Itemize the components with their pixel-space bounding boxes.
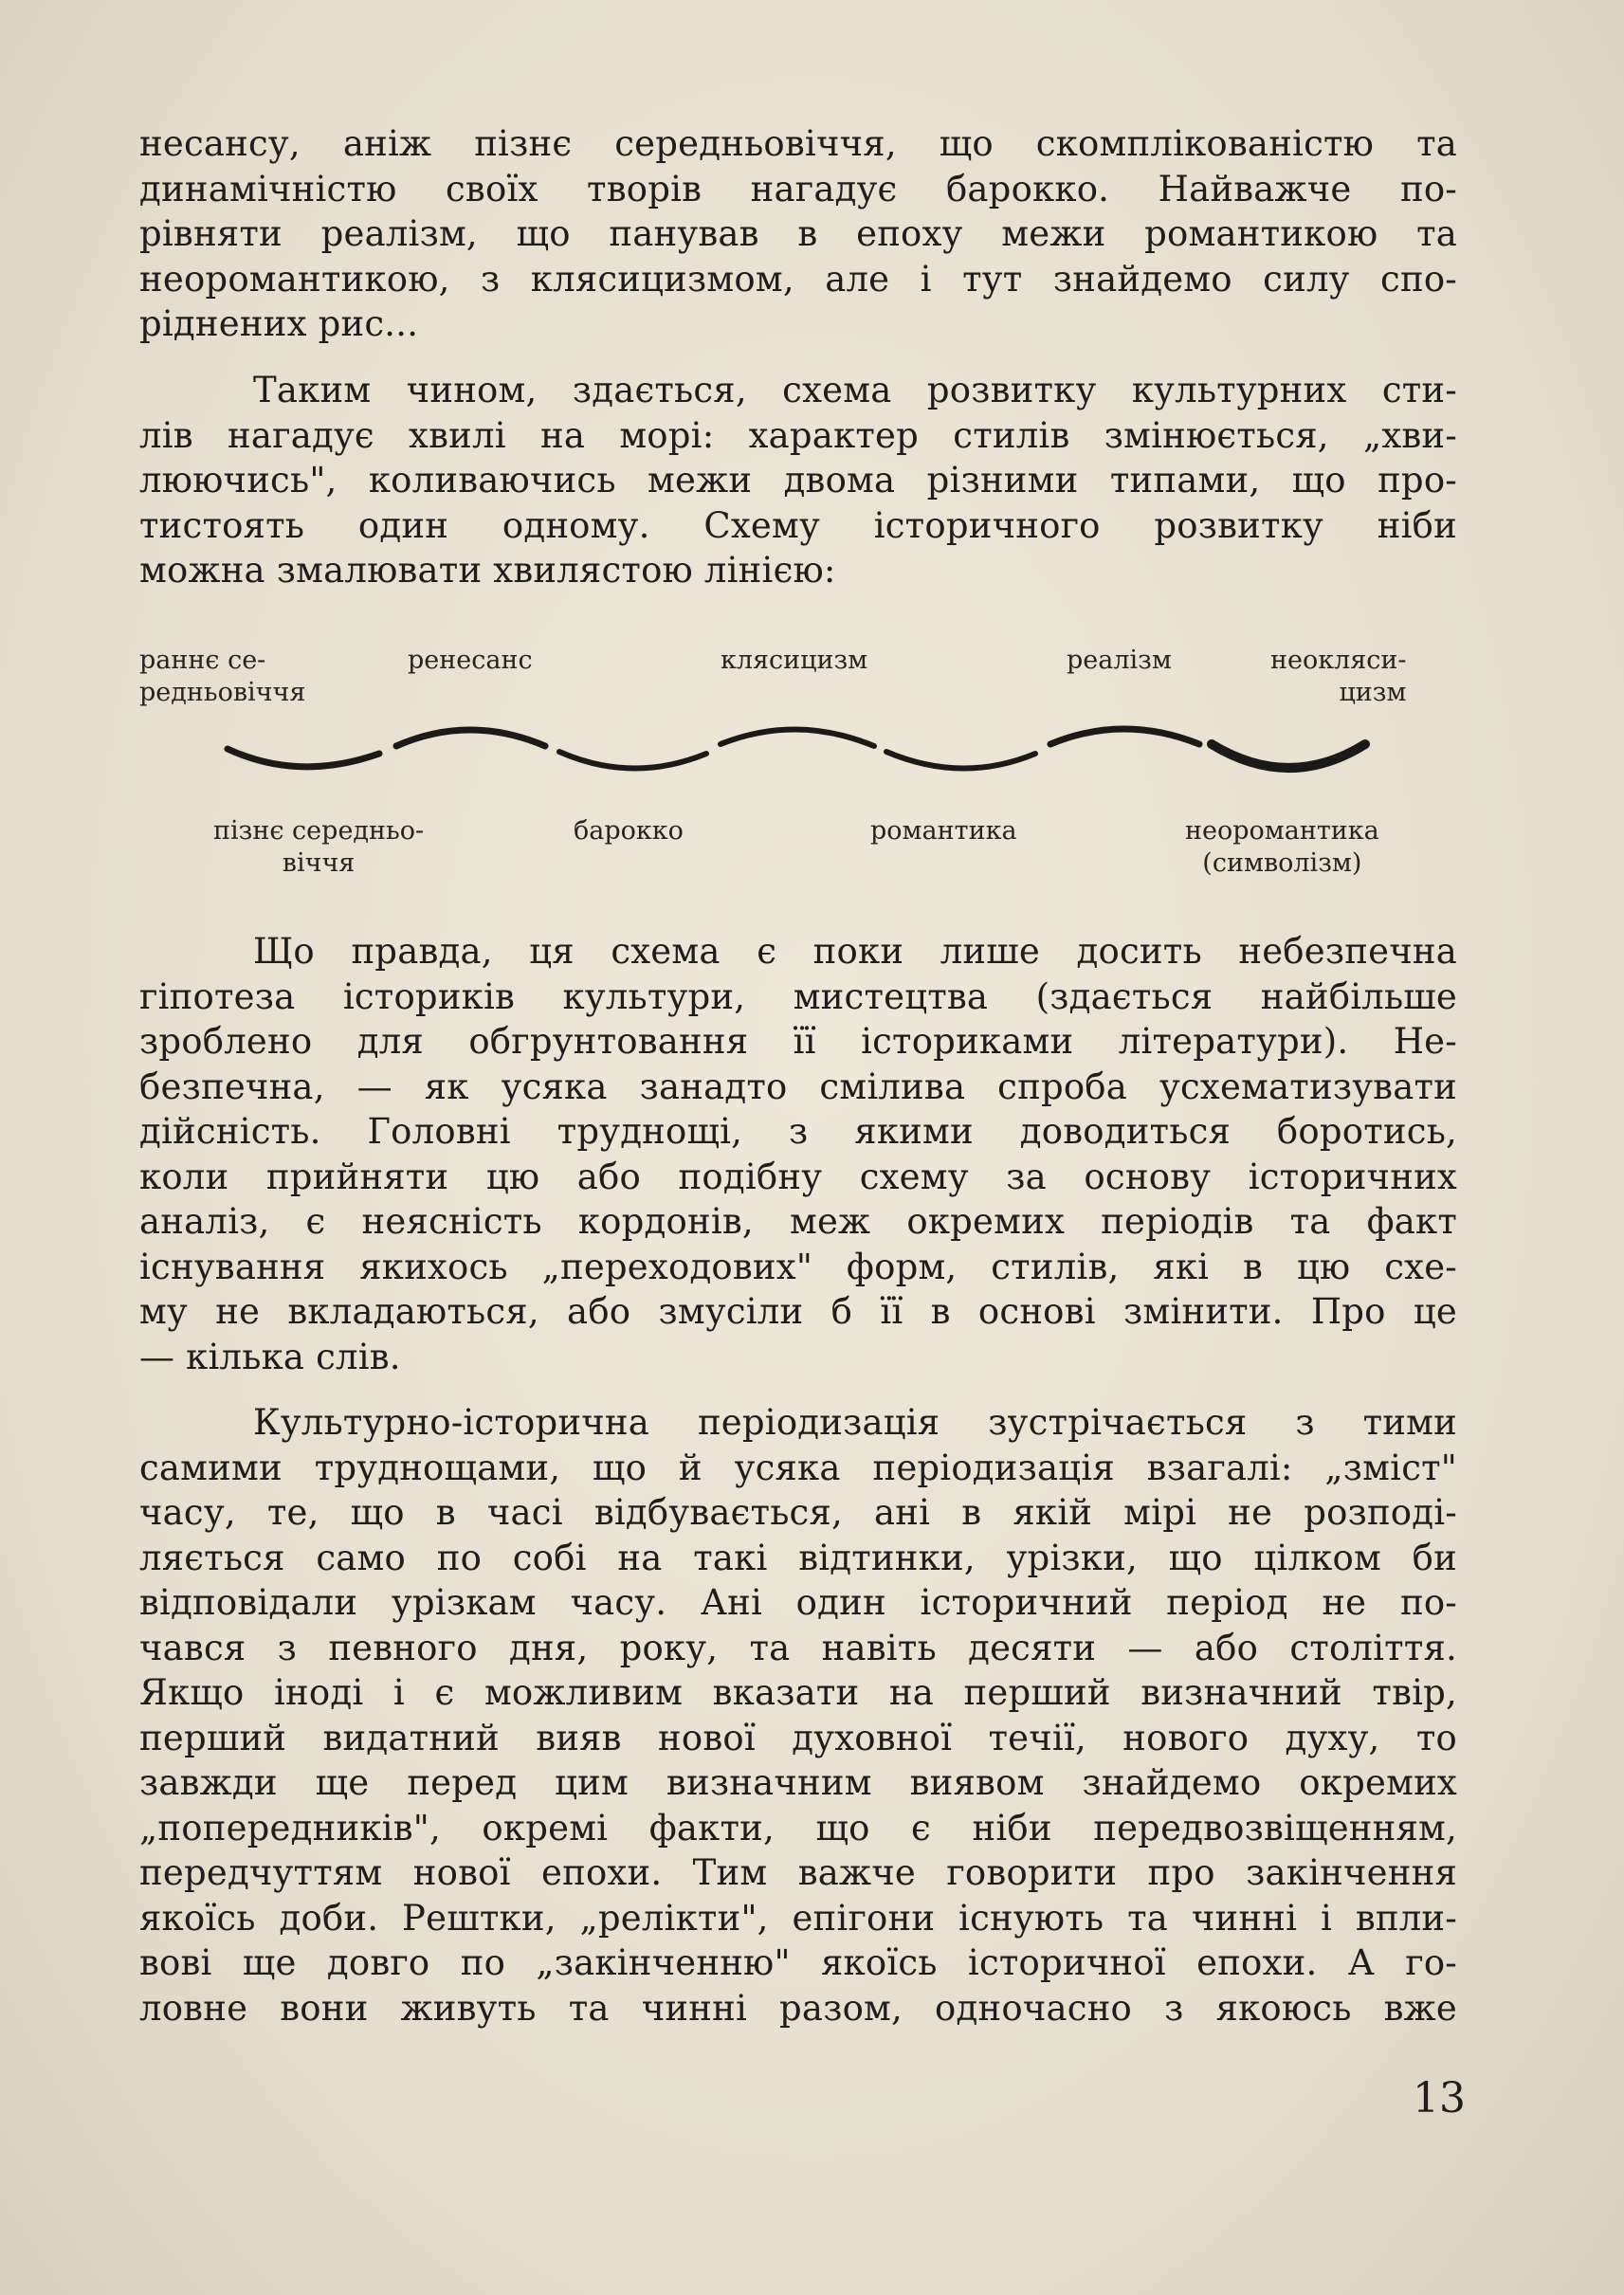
wave-label-neoromanticism: неоромантика (символізм) bbox=[1185, 816, 1379, 878]
text-line: можна змалювати хвилястою лінією: bbox=[139, 550, 836, 591]
text-line: Культурно-історична періодизація зустрічається з тими bbox=[253, 1402, 1457, 1443]
text-line: несансу, аніж пізнє середньовіччя, що скомплікованістю та bbox=[139, 123, 1457, 164]
wave-crest-realism bbox=[1050, 729, 1199, 744]
text-line: рівняти реалізм, що панував в епоху межи романтикою та bbox=[139, 213, 1457, 254]
text-line: ріднених рис... bbox=[139, 303, 419, 344]
text-line: безпечна, — як усяка занадто смілива спроба усхематизувати bbox=[139, 1066, 1457, 1107]
wave-label-neoclassicism: неокляси- цизм bbox=[1270, 646, 1407, 707]
text-line: коли прийняти цю або подібну схему за основу історичних bbox=[139, 1156, 1457, 1197]
wave-trough-baroque bbox=[559, 752, 706, 769]
text-line: Таким чином, здається, схема розвитку культурних сти- bbox=[253, 370, 1457, 410]
text-line: дійсність. Головні труднощі, з якими доводиться боротись, bbox=[139, 1111, 1457, 1152]
text-line: часу, те, що в часі відбувається, ані в якій мірі не розподі- bbox=[139, 1492, 1457, 1533]
text-line: ляється само по собі на такі відтинки, урізки, що цілком би bbox=[139, 1537, 1457, 1578]
paragraph-4 bbox=[139, 1400, 1457, 2031]
wave-trough-neoromanticism bbox=[1212, 744, 1365, 768]
wave-label-romanticism: романтика bbox=[870, 816, 1017, 846]
text-line: гіпотеза істориків культури, мистецтва (здається найбільше bbox=[139, 975, 1457, 1017]
wave-label-classicism: клясицизм bbox=[721, 646, 868, 675]
text-line: динамічністю своїх творів нагадує барокко. Найважче по- bbox=[139, 168, 1457, 209]
text-line: вові ще довго по „закінченню" якоїсь історичної епохи. А го- bbox=[139, 1942, 1457, 1983]
text-line: ловне вони живуть та чинні разом, одночасно з якоюсь вже bbox=[139, 1987, 1457, 2029]
wave-crest-classicism bbox=[721, 729, 874, 746]
wave-trough-late-middle-ages bbox=[228, 749, 379, 767]
wave-crest-renaissance bbox=[396, 730, 545, 746]
text-line: самими труднощами, що й усяка періодизація взагалі: „зміст" bbox=[139, 1447, 1457, 1488]
text-line: завжди ще перед цим визначним виявом знайдемо окремих bbox=[139, 1762, 1457, 1803]
text-line: чався з певного дня, року, та навіть десяти — або століття. bbox=[139, 1627, 1457, 1668]
text-line: існування якихось „переходових" форм, стилів, які в цю схе- bbox=[139, 1246, 1457, 1287]
text-line: „попередників", окремі факти, що є ніби передвозвіщенням, bbox=[139, 1807, 1457, 1849]
wave-label-renaissance: ренесанс bbox=[408, 646, 533, 675]
wave-label-baroque: барокко bbox=[574, 816, 684, 846]
text-line: Що правда, ця схема є поки лише досить небезпечна bbox=[253, 931, 1457, 972]
text-line: Якщо іноді і є можливим вказати на перший визначний твір, bbox=[139, 1672, 1457, 1713]
paragraph-2 bbox=[139, 368, 1457, 593]
text-line: перший видатний вияв нової духовної течії, нового духу, то bbox=[139, 1717, 1457, 1758]
paragraph-3 bbox=[139, 929, 1457, 1379]
text-line: му не вкладаються, або змусіли б її в основі змінити. Про це bbox=[139, 1291, 1457, 1332]
text-line: неоромантикою, з клясицизмом, але і тут знайдемо силу спо- bbox=[139, 258, 1457, 300]
text-line: відповідали урізкам часу. Ані один історичний період не по- bbox=[139, 1582, 1457, 1623]
wave-trough-romanticism bbox=[886, 752, 1035, 769]
text-line: зроблено для обгрунтовання її істориками літератури). Не- bbox=[139, 1021, 1457, 1062]
wave-label-realism: реалізм bbox=[1067, 646, 1172, 675]
text-line: аналіз, є неясність кордонів, меж окремих періодів та факт bbox=[139, 1201, 1457, 1242]
wave-label-early-middle-ages: раннє се- редньовіччя bbox=[139, 646, 306, 707]
paragraph-1 bbox=[139, 121, 1457, 347]
text-line: тистоять один одному. Схему історичного розвитку ніби bbox=[139, 504, 1457, 546]
page-number: 13 bbox=[1413, 2074, 1466, 2122]
text-line: — кілька слів. bbox=[139, 1336, 401, 1377]
text-line: люючись", коливаючись межи двома різними типами, що про- bbox=[139, 460, 1457, 501]
text-line: передчуттям нової епохи. Тим важче говорити про закінчення bbox=[139, 1852, 1457, 1893]
text-line: якоїсь доби. Рештки, „релікти", епігони існують та чинні і впли- bbox=[139, 1897, 1457, 1939]
wave-line-diagram bbox=[218, 706, 1384, 811]
wave-label-late-middle-ages: пізнє середньо- віччя bbox=[213, 816, 425, 878]
text-line: лів нагадує хвилі на морі: характер стилів змінюється, „хви- bbox=[139, 414, 1457, 456]
